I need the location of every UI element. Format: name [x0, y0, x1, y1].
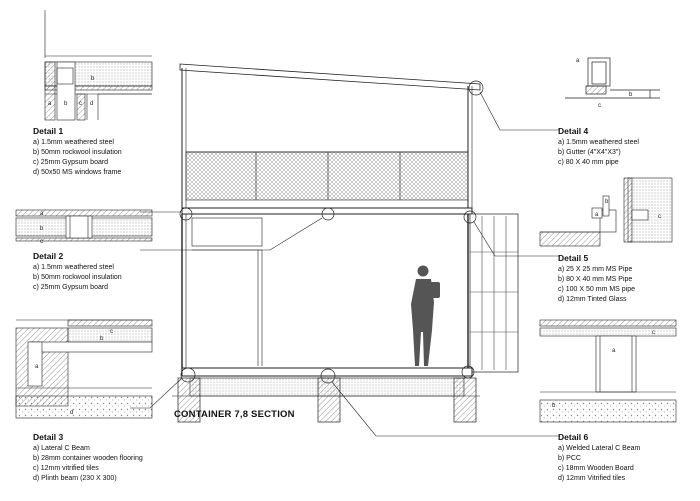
detail-1-item-a: a) 1.5mm weathered steel — [33, 139, 114, 146]
detail-2-drawing — [16, 210, 152, 241]
footing-mid — [318, 378, 340, 422]
detail-4-item-c: c) 80 X 40 mm pipe — [558, 159, 619, 166]
d4-callout-c: c — [598, 103, 601, 109]
detail-4-note — [558, 126, 639, 168]
d2-callout-b: b — [40, 226, 44, 232]
d3-callout-c: c — [110, 329, 113, 335]
d2-callout-a: a — [40, 211, 44, 217]
detail-3-note — [33, 432, 143, 484]
detail-3-item-c: c) 12mm vitrified tiles — [33, 465, 99, 472]
detail-1-item-b: b) 50mm rockwool insulation — [33, 149, 122, 156]
detail-6-item-c: c) 18mm Wooden Board — [558, 465, 634, 472]
main-section — [172, 64, 518, 422]
d5-callout-b: b — [605, 199, 609, 205]
d6-callout-c: c — [652, 330, 655, 336]
drawing-title: CONTAINER 7,8 SECTION — [174, 409, 295, 420]
d1-callout-c: c — [79, 101, 82, 107]
detail-3-item-a: a) Lateral C Beam — [33, 445, 90, 452]
detail-4-title: Detail 4 — [558, 126, 589, 136]
d5-callout-c: c — [658, 214, 661, 220]
detail-6-item-a: a) Welded Lateral C Beam — [558, 445, 641, 452]
interior-window — [192, 218, 262, 246]
detail-4-drawing — [565, 58, 660, 98]
detail-2-item-a: a) 1.5mm weathered steel — [33, 264, 114, 271]
detail-2-note — [33, 251, 122, 293]
d2-callout-c: c — [40, 239, 43, 245]
detail-1-title: Detail 1 — [33, 126, 64, 136]
human-figure-icon — [411, 266, 440, 367]
d3-callout-b: b — [100, 336, 104, 342]
detail-6-item-b: b) PCC — [558, 455, 581, 462]
d5-callout-a: a — [595, 212, 599, 218]
detail-5-item-d: d) 12mm Tinted Glass — [558, 296, 627, 303]
d4-callout-a: a — [576, 58, 580, 64]
d3-callout-d: d — [70, 410, 74, 416]
detail-1-item-c: c) 25mm Gypsum board — [33, 159, 109, 166]
footing-right — [454, 378, 476, 422]
roof — [180, 64, 480, 90]
d4-callout-b: b — [629, 92, 633, 98]
detail-5-drawing — [540, 178, 672, 246]
d1-callout-b2: b — [64, 101, 68, 107]
detail-2-item-b: b) 50mm rockwool insulation — [33, 274, 122, 281]
detail-1-note — [33, 126, 122, 178]
detail-4-item-a: a) 1.5mm weathered steel — [558, 139, 639, 146]
container-roof — [182, 208, 472, 214]
detail-5-item-c: c) 100 X 50 mm MS pipe — [558, 286, 636, 293]
detail-6-note — [558, 432, 640, 484]
detail-6-drawing — [540, 320, 676, 422]
detail-3-item-b: b) 28mm container wooden flooring — [33, 455, 143, 462]
detail-5-item-b: b) 80 X 40 mm MS Pipe — [558, 276, 633, 283]
d1-callout-a: a — [48, 101, 52, 107]
d1-callout-b: b — [91, 76, 95, 82]
mesh-railing — [186, 152, 468, 200]
detail-5-item-a: a) 25 X 25 mm MS Pipe — [558, 266, 633, 273]
d6-callout-a: a — [612, 348, 616, 354]
detail-2-title: Detail 2 — [33, 251, 64, 261]
detail-1-item-d: d) 50x50 MS windows frame — [33, 169, 122, 176]
d1-callout-d: d — [90, 101, 94, 107]
detail-2-item-c: c) 25mm Gypsum board — [33, 284, 109, 291]
detail-6-title: Detail 6 — [558, 432, 589, 442]
detail-5-title: Detail 5 — [558, 253, 589, 263]
detail-6-item-d: d) 12mm Vitrified tiles — [558, 475, 626, 482]
detail-4-item-b: b) Gutter (4"X4"X3") — [558, 149, 621, 156]
detail-3-item-d: d) Plinth beam (230 X 300) — [33, 475, 117, 482]
detail-3-title: Detail 3 — [33, 432, 64, 442]
detail-5-note — [558, 253, 635, 305]
d6-callout-b: b — [552, 403, 556, 409]
detail-1-drawing — [45, 10, 152, 120]
d3-callout-a: a — [35, 364, 39, 370]
